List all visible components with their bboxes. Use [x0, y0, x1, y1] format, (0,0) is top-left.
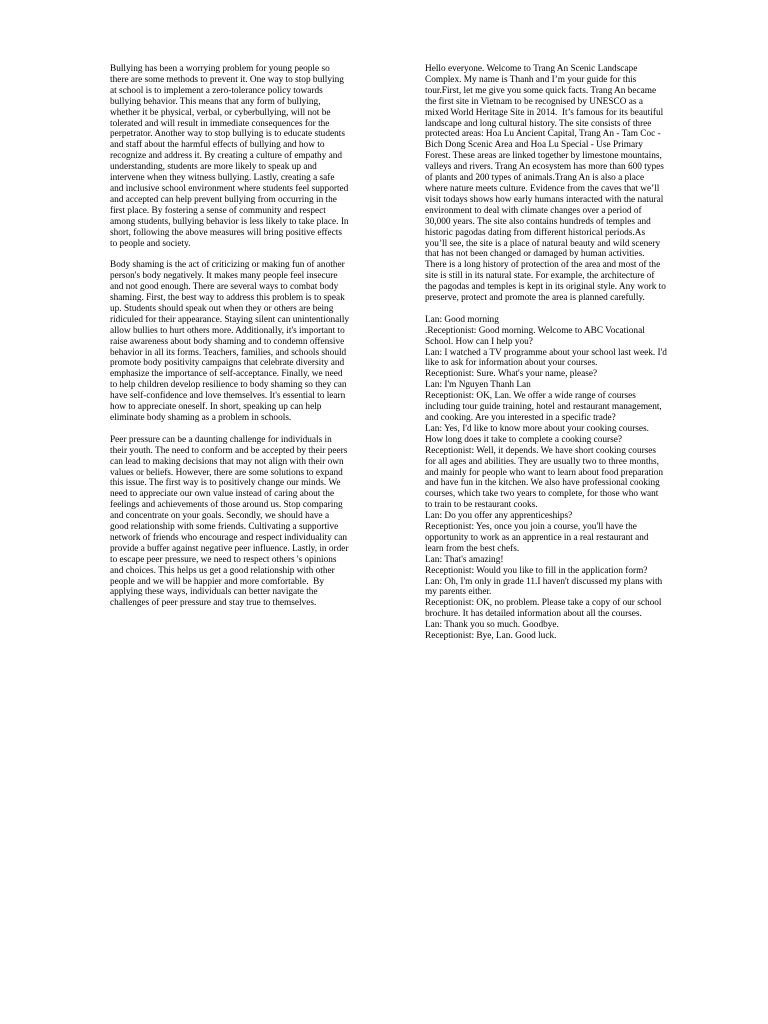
right-column	[425, 64, 670, 642]
left-column	[110, 64, 350, 620]
dialogue-line: Lan: Yes, I'd like to know more about your cooking courses. How long does it take to complete a cooking course?	[425, 423, 652, 445]
dialogue-line: Lan: I'm Nguyen Thanh Lan	[425, 380, 531, 391]
dialogue-line: .Receptionist: Good morning. Welcome to ABC Vocational School. How can I help you?	[425, 325, 648, 347]
dialogue-line: Lan: Good morning	[425, 314, 499, 325]
dialogue-line: Lan: Oh, I'm only in grade 11.I haven't discussed my plans with my parents either.	[425, 576, 665, 598]
peer-pressure-paragraph: Peer pressure can be a daunting challenge for individuals in their youth. The need to conform and be accepted by their peers can lead to making decisions that may not align with their own values or beliefs. However, there are some solutions to expand this issue. The first way is to positively change our minds. We need to appreciate our own value instead of caring about the feelings and achievements of those around us. Stop comparing and concentrate on your goals. Secondly, we should have a good relationship with some friends. Cultivating a supportive network of friends who encourage and respect individuality can provide a buffer against negative peer influence. Lastly, in order to escape peer pressure, we need to respect others 's opinions and choices. This helps us get a good relationship with other people and we will be happier and more comfortable. By applying these ways, individuals can better navigate the challenges of peer pressure and stay true to themselves.	[110, 434, 351, 609]
trang-an-paragraph: Hello everyone. Welcome to Trang An Scenic Landscape Complex. My name is Thanh and I’m your guide for this tour.First, let me give you some quick facts. Trang An became the first site in Vietnam to be recognised by UNESCO as a mixed World Heritage Site in 2014. It’s famous for its beautiful landscape and long cultural history. The site consists of three protected areas: Hoa Lu Ancient Capital, Trang An - Tam Coc - Bich Dong Scenic Area and Hoa Lu Special - Use Primary Forest. These areas are linked together by limestone mountains, valleys and rivers. Trang An ecosystem has more than 600 types of plants and 200 types of animals.Trang An is also a place where nature meets culture. Evidence from the caves that we’ll visit todays shows how early humans interacted with the natural environment to deal with climate changes over a period of 30,000 years. The site also contains hundreds of temples and historic pagodas dating from different historical periods.As you’ll see, the site is a place of natural beauty and wild scenery that has not been changed or damaged by human activities. There is a long history of protection of the area and most of the site is still in its natural state. For example, the architecture of the pagodas and temples is kept in its original style. Any work to preserve, protect and promote the area is planned carefully.	[425, 64, 669, 304]
dialogue-line: Lan: Do you offer any apprenticeships?	[425, 511, 573, 522]
dialogue-line: Receptionist: Yes, once you join a course, you'll have the opportunity to work as an apprentice in a real restaurant and learn from the best chefs.	[425, 522, 651, 554]
dialogue-line: Receptionist: Bye, Lan. Good luck.	[425, 631, 557, 642]
dialogue-block	[425, 314, 670, 642]
dialogue-line: Lan: That's amazing!	[425, 554, 504, 565]
body-shaming-paragraph: Body shaming is the act of criticizing or making fun of another person's body negatively. It makes many people feel insecure and not good enough. There are several ways to combat body shaming. First, the best way to address this problem is to speak up. Students should speak out when they or others are being ridiculed for their appearance. Staying silent can unintentionally allow bullies to hurt others more. Additionally, it's important to raise awareness about body shaming and to condemn offensive behavior in all its forms. Teachers, families, and schools should promote body positivity campaigns that celebrate diversity and emphasize the importance of self-acceptance. Finally, we need to help children develop resilience to body shaming so they can have self-confidence and love themselves. It's essential to learn how to appreciate oneself. In short, speaking up can help eliminate body shaming as a problem in schools.	[110, 260, 352, 423]
dialogue-line: Receptionist: Would you like to fill in the application form?	[425, 565, 648, 576]
bullying-paragraph: Bullying has been a worrying problem for young people so there are some methods to prevent it. One way to stop bullying at school is to implement a zero-tolerance policy towards bullying behavior. This means that any form of bullying, whether it be physical, verbal, or cyberbullying, will not be tolerated and will result in immediate consequences for the perpetrator. Another way to stop bullying is to educate students and staff about the harmful effects of bullying and how to recognize and address it. By creating a culture of empathy and understanding, students are more likely to speak up and intervene when they witness bullying. Lastly, creating a safe and inclusive school environment where students feel supported and accepted can help prevent bullying from occurring in the first place. By fostering a sense of community and respect among students, bullying behavior is less likely to take place. In short, following the above measures will bring positive effects to people and society.	[110, 64, 351, 249]
dialogue-line: Lan: Thank you so much. Goodbye.	[425, 620, 559, 631]
dialogue-line: Lan: I watched a TV programme about your school last week. I'd like to ask for information about your courses.	[425, 347, 670, 369]
dialogue-line: Receptionist: Sure. What's your name, please?	[425, 369, 598, 380]
dialogue-line: Receptionist: OK, no problem. Please take a copy of our school brochure. It has detailed information about all the courses.	[425, 598, 664, 620]
dialogue-line: Receptionist: OK, Lan. We offer a wide range of courses including tour guide training, hotel and restaurant management, and cooking. Are you interested in a specific trade?	[425, 391, 665, 423]
dialogue-line: Receptionist: Well, it depends. We have short cooking courses for all ages and abilities. They are usually two to three months, and mainly for people who want to learn about food preparation and have fun in the kitchen. We also have professional cooking courses, which take two years to complete, for those who want to train to be restaurant cooks.	[425, 445, 666, 511]
